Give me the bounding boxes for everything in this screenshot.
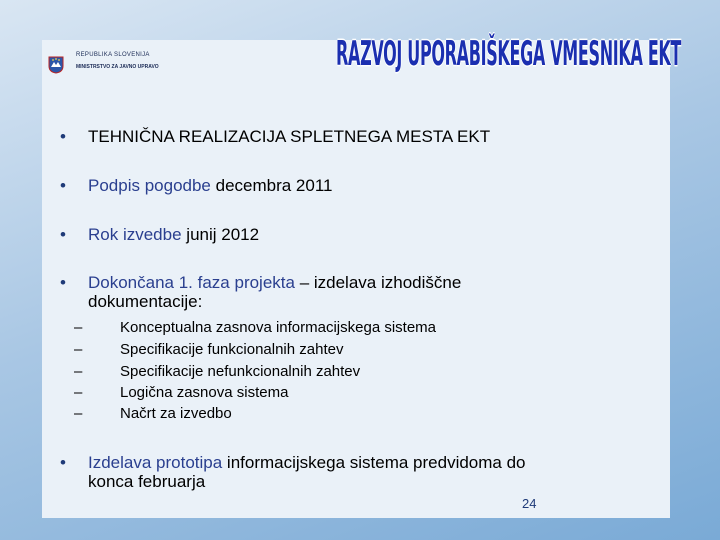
bullet-highlight: Podpis pogodbe <box>88 176 211 195</box>
bullet-marker: • <box>60 225 66 244</box>
dash-marker: – <box>74 405 83 422</box>
bullet-item <box>60 127 491 146</box>
gov-name-line: REPUBLIKA SLOVENIJA <box>76 52 150 58</box>
slovenia-coat-of-arms-icon <box>48 56 64 74</box>
bullet-marker: • <box>60 273 66 292</box>
bullet-text: decembra 2011 <box>210 176 333 195</box>
dash-marker: – <box>74 319 83 336</box>
slide-title-banner: RAZVOJ UPORABIŠKEGA VMESNIKA EKT <box>336 34 682 74</box>
bullet-text: junij 2012 <box>181 225 260 244</box>
bullet-marker: • <box>60 127 66 146</box>
sub-item-text: Logična zasnova sistema <box>120 384 289 401</box>
bullet-item <box>60 225 260 244</box>
sub-item-text: Načrt za izvedbo <box>120 405 232 422</box>
dash-marker: – <box>74 384 83 401</box>
bullet-highlight: Rok izvedbe <box>88 225 182 244</box>
bullet-continuation: dokumentacije: <box>88 292 203 311</box>
dash-marker: – <box>74 341 83 358</box>
bullet-marker: • <box>60 176 66 195</box>
bullet-highlight: Dokončana 1. faza projekta <box>88 273 295 292</box>
bullet-text: informacijskega sistema predvidoma do <box>222 453 526 472</box>
sub-item-text: Konceptualna zasnova informacijskega sistema <box>120 319 437 336</box>
dash-marker: – <box>74 363 83 380</box>
bullet-item <box>60 273 462 292</box>
bullet-text: – izdelava izhodiščne <box>294 273 462 292</box>
bullet-item <box>60 453 526 472</box>
ministry-name-line: MINISTRSTVO ZA JAVNO UPRAVO <box>76 64 159 70</box>
bullet-item <box>60 176 333 195</box>
sub-item <box>74 341 344 358</box>
sub-item <box>74 384 289 401</box>
sub-item <box>74 363 361 380</box>
sub-item-text: Specifikacije funkcionalnih zahtev <box>120 341 344 358</box>
bullet-marker: • <box>60 453 66 472</box>
ministry-logo <box>48 50 188 76</box>
page-number: 24 <box>522 496 537 511</box>
bullet-continuation: konca februarja <box>88 472 206 491</box>
bullet-highlight: Izdelava prototipa <box>88 453 223 472</box>
bullet-text: TEHNIČNA REALIZACIJA SPLETNEGA MESTA EKT <box>88 127 491 146</box>
sub-item <box>74 319 437 336</box>
sub-item-text: Specifikacije nefunkcionalnih zahtev <box>120 363 361 380</box>
sub-item <box>74 405 232 422</box>
